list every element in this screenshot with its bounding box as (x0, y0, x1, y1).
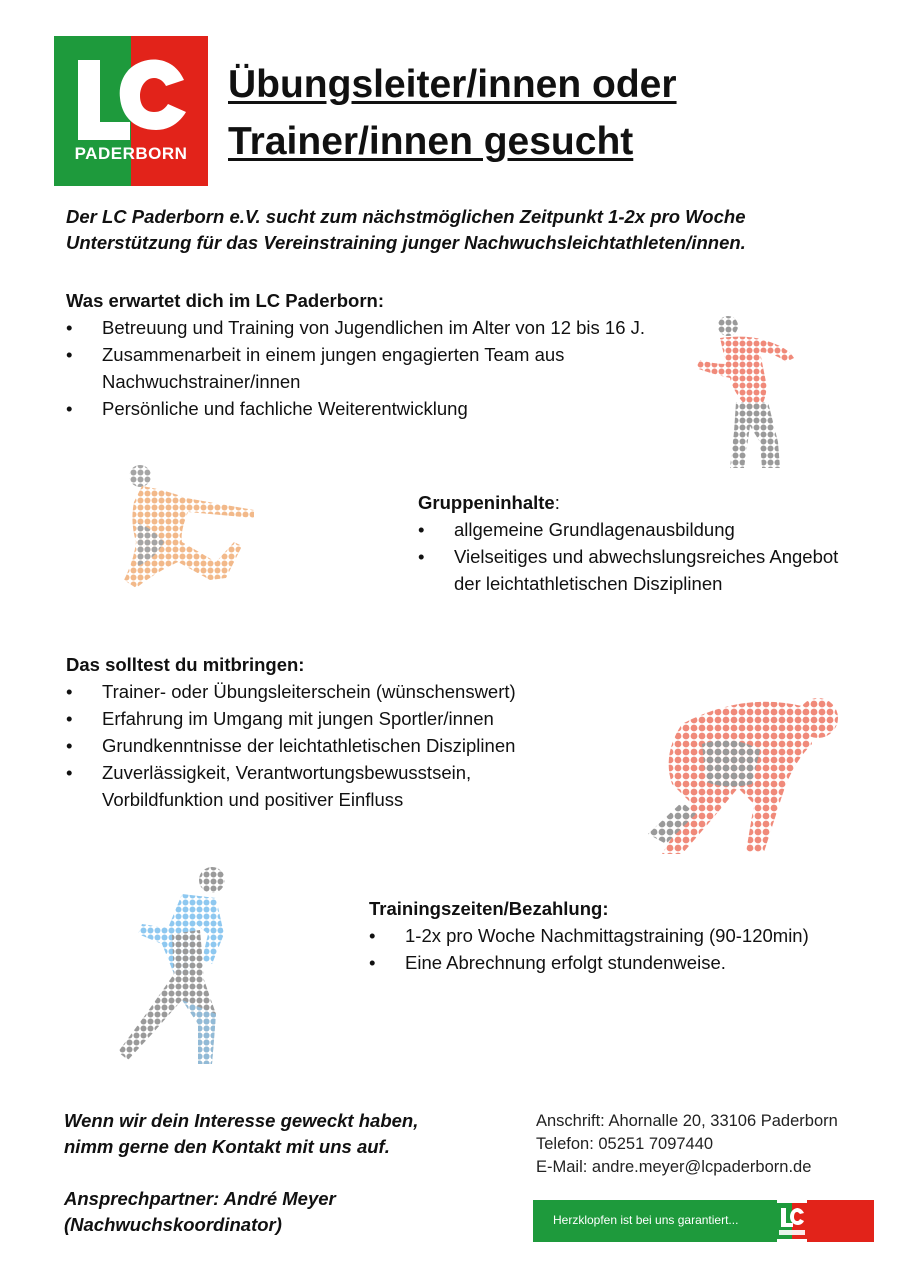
times-list (369, 922, 869, 976)
expect-heading: Was erwartet dich im LC Paderborn: (66, 290, 384, 311)
logo-caption: PADERBORN (74, 144, 188, 163)
banner-logo-icon (777, 1203, 807, 1239)
cta-line-1: Wenn wir dein Interesse geweckt haben, (64, 1110, 419, 1131)
groups-heading: Gruppeninhalte (418, 492, 555, 513)
title-line-2: Trainer/innen gesucht (228, 120, 634, 163)
groups-heading-row (418, 492, 858, 514)
times-section (369, 898, 869, 976)
bring-heading: Das solltest du mitbringen: (66, 654, 305, 675)
contact-phone[interactable]: Telefon: 05251 7097440 (536, 1135, 714, 1153)
shot-putter-figure (690, 312, 800, 472)
sprinter-start-figure (642, 684, 846, 864)
contact-person-role: (Nachwuchskoordinator) (64, 1214, 282, 1235)
bring-section (66, 654, 626, 813)
list-item: • Betreuung und Training von Jugendlichen im Alter von 12 bis 16 J. (66, 314, 726, 341)
contact-person: Ansprechpartner: André Meyer (64, 1188, 336, 1209)
intro-text (66, 204, 826, 256)
contact-info (536, 1110, 838, 1179)
expect-section (66, 290, 726, 422)
list-item: • Zuverlässigkeit, Verantwortungsbewusstsein, Vorbildfunktion und positiver Einfluss (66, 759, 522, 813)
list-item: • Trainer- oder Übungsleiterschein (wünschenswert) (66, 678, 626, 705)
bring-list (66, 678, 626, 813)
times-heading: Trainingszeiten/Bezahlung: (369, 898, 609, 919)
lc-paderborn-logo (54, 36, 208, 186)
page-title (228, 56, 677, 170)
list-item: • Zusammenarbeit in einem jungen engagierten Team aus Nachwuchstrainer/innen (66, 341, 642, 395)
slogan-banner (533, 1200, 874, 1242)
groups-heading-colon: : (554, 492, 560, 513)
banner-slogan: Herzklopfen ist bei uns garantiert... (553, 1213, 739, 1227)
long-jumper-figure (116, 462, 260, 600)
contact-email[interactable]: E-Mail: andre.meyer@lcpaderborn.de (536, 1158, 812, 1176)
runner-figure (112, 864, 236, 1074)
expect-list (66, 314, 726, 422)
list-item: • Persönliche und fachliche Weiterentwicklung (66, 395, 726, 422)
intro-line-2: Unterstützung für das Vereinstraining junger Nachwuchsleichtathleten/innen. (66, 232, 746, 253)
list-item: • Grundkenntnisse der leichtathletischen Disziplinen (66, 732, 626, 759)
list-item: • allgemeine Grundlagenausbildung (418, 516, 858, 543)
groups-list (418, 516, 858, 597)
list-item: • Vielseitiges und abwechslungsreiches Angebot der leichtathletischen Disziplinen (418, 543, 844, 597)
list-item: • 1-2x pro Woche Nachmittagstraining (90-120min) (369, 922, 869, 949)
list-item: • Eine Abrechnung erfolgt stundenweise. (369, 949, 869, 976)
contact-address: Anschrift: Ahornalle 20, 33106 Paderborn (536, 1112, 838, 1130)
call-to-action (64, 1108, 418, 1238)
title-line-1: Übungsleiter/innen oder (228, 63, 677, 106)
list-item: • Erfahrung im Umgang mit jungen Sportler/innen (66, 705, 626, 732)
groups-section (418, 492, 858, 597)
intro-line-1: Der LC Paderborn e.V. sucht zum nächstmöglichen Zeitpunkt 1-2x pro Woche (66, 206, 746, 227)
cta-line-2: nimm gerne den Kontakt mit uns auf. (64, 1136, 390, 1157)
